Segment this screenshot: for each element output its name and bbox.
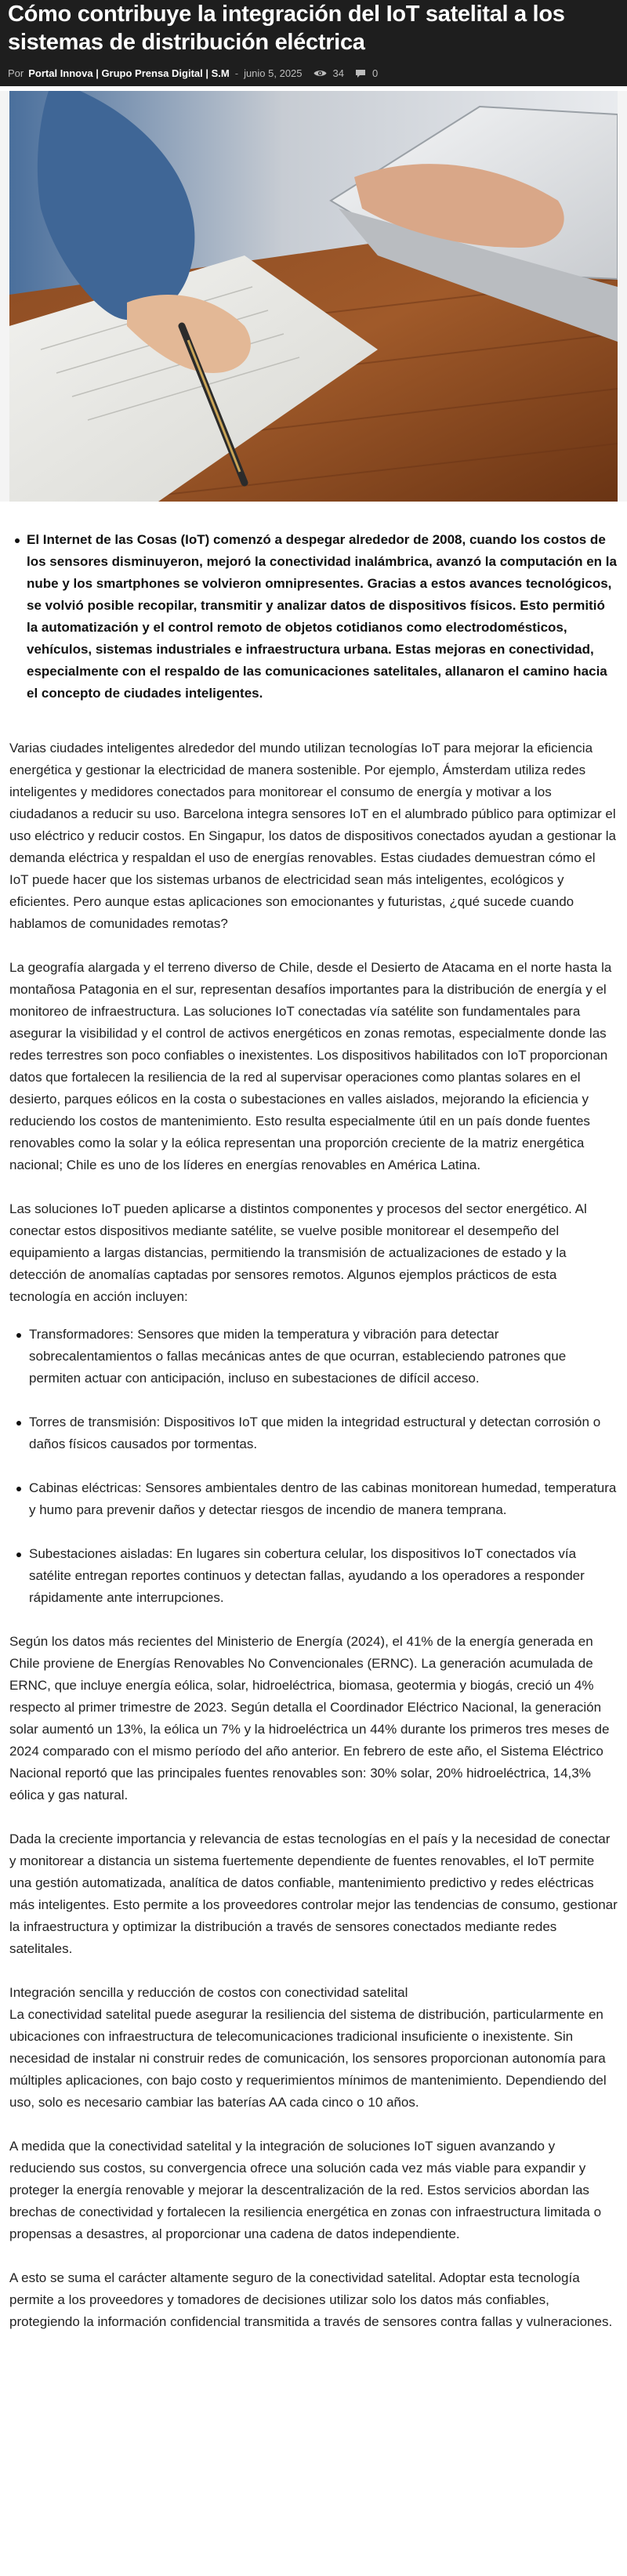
eye-icon <box>314 69 327 78</box>
comment-icon <box>355 69 366 78</box>
list-item-text: Transformadores: Sensores que miden la temperatura y vibración para detectar sobrecalentamientos o fallas mecánicas antes de que ocurran, estableciendo patrones que permiten actuar con anticipación, incluso en subestaciones de difícil acceso. <box>29 1327 567 1386</box>
comments-count[interactable] <box>355 67 378 79</box>
lead-text: El Internet de las Cosas (IoT) comenzó a despegar alrededor de 2008, cuando los costos de los sensores disminuyeron, mejoró la conectividad inalámbrica, avanzó la computación en la nube y los smartphones se volvieron omnipresentes. Gracias a estos avances tecnológicos, se volvió posible recopilar, transmitir y analizar datos de dispositivos físicos. Esto permitió la automatización y el control remoto de objetos cotidianos como electrodomésticos, vehículos, sistemas industriales e infraestructura urbana. Estas mejoras en conectividad, especialmente con el respaldo de las comunicaciones satelitales, allanaron el camino hacia el concepto de ciudades inteligentes. <box>27 532 617 701</box>
list-item-text: Torres de transmisión: Dispositivos IoT que miden la integridad estructural y detectan corrosión o daños físicos causados por tormentas. <box>29 1415 601 1451</box>
list-bullet <box>16 1487 21 1491</box>
author-link[interactable]: Portal Innova | Grupo Prensa Digital | S.M <box>28 67 230 79</box>
paragraph-smart-cities: Varias ciudades inteligentes alrededor del mundo utilizan tecnologías IoT para mejorar la eficiencia energética y gestionar la electricidad de manera sostenible. Por ejemplo, Ámsterdam utiliza redes inteligentes y medidores conectados para monitorear el consumo de energía y motivar a los ciudadanos a reducir su uso. Barcelona integra sensores IoT en el alumbrado público para optimizar el uso eléctrico y reducir costos. En Singapur, los datos de dispositivos conectados ayudan a gestionar la demanda eléctrica y respaldan el uso de energías renovables. Estas ciudades demuestran cómo el IoT puede hacer que los sistemas urbanos de electricidad sean más inteligentes, ecológicos y eficientes. Pero aunque estas aplicaciones son emocionantes y futuristas, ¿qué sucede cuando hablamos de comunidades remotas? <box>9 741 616 931</box>
laptop-and-pen-photo <box>9 91 618 502</box>
lead-highlight <box>9 529 618 705</box>
views-count <box>314 67 344 79</box>
paragraph-iot-management: Dada la creciente importancia y relevancia de estas tecnologías en el país y la necesidad de conectar y monitorear a distancia un sistema fuertemente dependiente de fuentes renovables, el IoT permite una gestión automatizada, analítica de datos confiable, mantenimiento predictivo y redes eléctricas más inteligentes. Esto permite a los proveedores controlar mejor las tendencias de consumo, gestionar la infraestructura y optimizar la distribución a través de sensores conectados mediante redes satelitales. <box>9 1831 618 1956</box>
article-title: Cómo contribuye la integración del IoT satelital a los sistemas de distribución eléctrica <box>8 2 565 55</box>
by-label: Por <box>8 67 24 79</box>
publish-date: junio 5, 2025 <box>244 67 303 79</box>
paragraph-security: A esto se suma el carácter altamente seguro de la conectividad satelital. Adoptar esta tecnología permite a los proveedores y tomadores de decisiones utilizar solo los datos más confiables, protegiendo la información confidencial transmitida a través de sensores contra fallas y vulneraciones. <box>9 2270 613 2329</box>
list-bullet <box>16 1552 21 1557</box>
section-subheading: Integración sencilla y reducción de costos con conectividad satelital <box>9 1985 408 2000</box>
paragraph-iot-applications: Las soluciones IoT pueden aplicarse a distintos componentes y procesos del sector energético. Al conectar estos dispositivos mediante satélite, se vuelve posible monitorear el desempeño del equipamiento a largas distancias, permitiendo la transmisión de actualizaciones de estado y la detección de anomalías captadas por sensores remotos. Algunos ejemplos prácticos de esta tecnología en acción incluyen: <box>9 1201 587 1304</box>
hero-image <box>0 91 627 502</box>
article-body <box>0 529 627 2333</box>
article-header <box>0 0 627 86</box>
comments-value: 0 <box>371 67 379 79</box>
list-bullet <box>16 1333 21 1338</box>
list-item <box>9 1477 618 1521</box>
list-item <box>9 1543 618 1609</box>
paragraph-chile-geography: La geografía alargada y el terreno diverso de Chile, desde el Desierto de Atacama en el norte hasta la montañosa Patagonia en el sur, representan desafíos importantes para la distribución de energía y el monitoreo de infraestructura. Las soluciones IoT conectadas vía satélite son fundamentales para asegurar la visibilidad y el control de activos energéticos en zonas remotas, especialmente donde las redes terrestres son poco confiables o inexistentes. Los dispositivos habilitados con IoT proporcionan datos que fortalecen la resiliencia de la red al supervisar operaciones como plantas solares en el desierto, parques eólicos en la costa o subestaciones en valles aislados, mejorando la eficiencia y reduciendo los costos de mantenimiento. Esto resulta especialmente útil en un país donde fuentes renovables como la solar y la eólica representan una proporción creciente de la matriz energética nacional; Chile es uno de los líderes en energías renovables en América Latina. <box>9 960 612 1172</box>
list-item-text: Subestaciones aisladas: En lugares sin cobertura celular, los dispositivos IoT conectados vía satélite entregan reportes continuos y detectan fallas, ayudando a los operadores a responder rápidamente ante interrupciones. <box>29 1546 585 1605</box>
list-item <box>9 1411 618 1455</box>
article-meta <box>8 67 619 79</box>
paragraph-convergence: A medida que la conectividad satelital y la integración de soluciones IoT siguen avanzando y reduciendo sus costos, su convergencia ofrece una solución cada vez más viable para expandir y proteger la energía renovable y mejorar la descentralización de la red. Estos servicios abordan las brechas de conectividad y fortalecen la resiliencia energética en zonas con infraestructura limitada o propensas a desastres, al proporcionar una cadena de datos independiente. <box>9 2139 602 2241</box>
list-item <box>9 1324 618 1389</box>
paragraph-energy-data: Según los datos más recientes del Ministerio de Energía (2024), el 41% de la energía generada en Chile proviene de Energías Renovables No Convencionales (ERNC). La generación acumulada de ERNC, que incluye energía eólica, solar, hidroeléctrica, biomasa, geotermia y biogás, creció un 4% respecto al primer trimestre de 2023. Según detalla el Coordinador Eléctrico Nacional, la generación solar aumentó un 13%, la eólica un 7% y la hidroeléctrica un 44% durante los primeros tres meses de 2024 comparado con el mismo período del año anterior. En febrero de este año, el Sistema Eléctrico Nacional reportó que las principales fuentes renovables son: 30% solar, 20% hidroeléctrica, 14,3% eólica y gas natural. <box>9 1634 610 1802</box>
meta-separator: - <box>234 67 239 79</box>
list-item-text: Cabinas eléctricas: Sensores ambientales dentro de las cabinas monitorean humedad, temperatura y humo para prevenir daños y detectar riesgos de incendio de manera temprana. <box>29 1480 617 1517</box>
list-bullet <box>16 1421 21 1426</box>
views-value: 34 <box>332 67 344 79</box>
examples-list <box>9 1324 618 1609</box>
lead-bullet <box>15 538 20 543</box>
paragraph-satellite-resilience: La conectividad satelital puede asegurar la resiliencia del sistema de distribución, particularmente en ubicaciones con infraestructura de telecomunicaciones tradicional insuficiente o inexistente. Sin necesidad de instalar ni construir redes de comunicación, los sensores proporcionan autonomía para múltiples aplicaciones, con bajo costo y requerimientos mínimos de mantenimiento. Dependiendo del uso, solo es necesario cambiar las baterías AA cada cinco o 10 años. <box>9 2007 607 2110</box>
